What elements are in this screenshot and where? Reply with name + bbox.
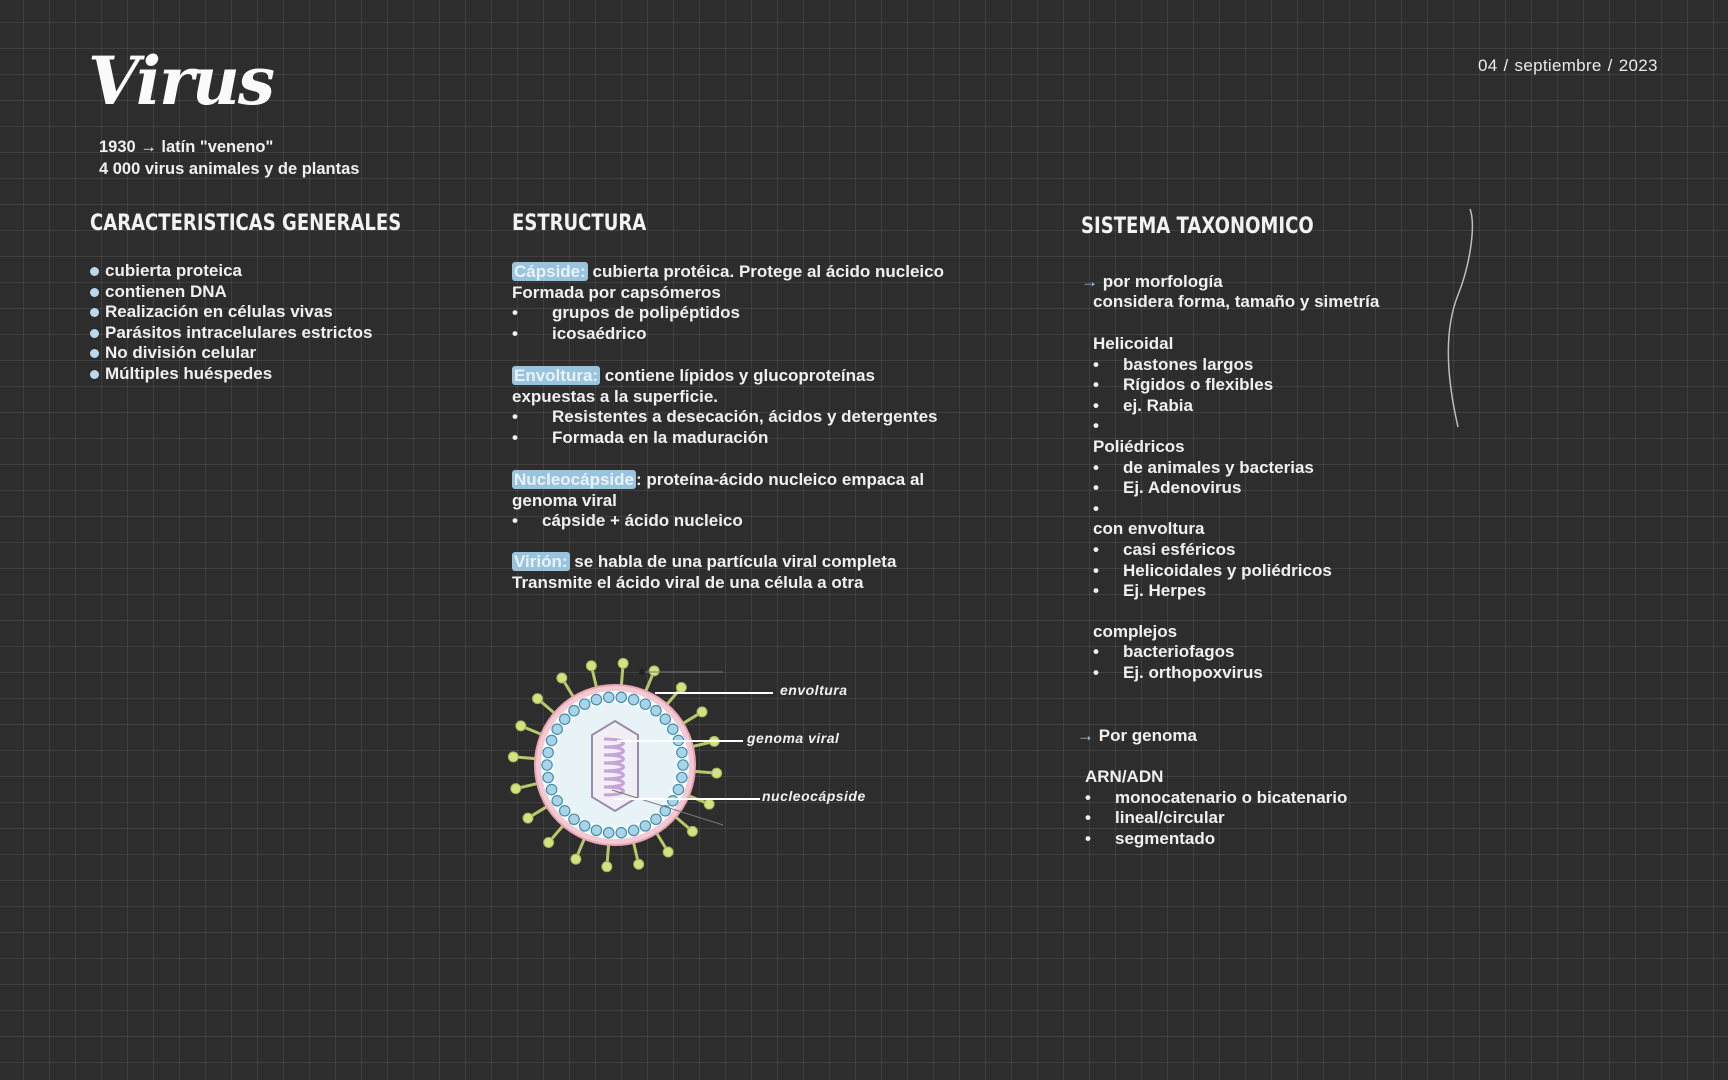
date: 04 / septiembre / 2023 <box>1478 56 1658 75</box>
list-item: • <box>1093 416 1099 436</box>
group-title: complejos <box>1093 621 1178 641</box>
matrix-bead <box>677 747 687 757</box>
spike-head <box>712 768 722 778</box>
spike-head <box>697 707 707 717</box>
virion-term: Virión: <box>514 552 568 571</box>
intro-note-2: 4 000 virus animales y de plantas <box>99 160 360 178</box>
matrix-bead <box>616 828 626 838</box>
matrix-bead <box>579 699 589 709</box>
label-genoma: genoma viral <box>747 730 840 746</box>
spike-head <box>704 799 714 809</box>
list-item: • Resistentes a desecación, ácidos y detergentes <box>512 407 938 427</box>
label-nucleocapside: nucleocápside <box>762 788 866 804</box>
matrix-bead <box>616 692 626 702</box>
spike <box>683 714 698 723</box>
genoma-title: → Por genoma <box>1077 726 1197 745</box>
brace-stroke <box>1440 205 1480 435</box>
morfologia-title: → por morfología <box>1081 272 1223 291</box>
virion-text: se habla de una partícula viral completa <box>569 552 897 571</box>
list-item: • grupos de polipéptidos <box>512 303 740 323</box>
spike-head <box>508 752 518 762</box>
envoltura-block <box>512 366 938 448</box>
matrix-bead <box>640 699 650 709</box>
matrix-bead <box>628 694 638 704</box>
list-item: • Formada en la maduración <box>512 427 769 447</box>
spike <box>551 826 563 840</box>
spike <box>676 817 690 829</box>
spike-head <box>618 658 628 668</box>
virus-diagram <box>505 655 825 875</box>
list-item: • bastones largos <box>1093 354 1254 374</box>
matrix-bead <box>543 772 553 782</box>
nucleocapside-text: : proteína-ácido nucleico empaca al <box>636 470 925 489</box>
list-item: Realización en células vivas <box>90 302 372 323</box>
list-item: No división celular <box>90 343 372 364</box>
nucleocapside-block <box>512 470 924 532</box>
list-item: cubierta proteica <box>90 261 372 282</box>
list-item: • casi esféricos <box>1093 539 1236 559</box>
arrow-icon: → <box>1081 272 1098 291</box>
list-item: • Ej. Adenovirus <box>1093 478 1242 498</box>
spike-head <box>586 661 596 671</box>
group-complejos <box>1093 622 1332 684</box>
nucleocapside-line2: genoma viral <box>512 490 617 510</box>
spike <box>634 843 638 861</box>
matrix-bead <box>543 747 553 757</box>
list-item: Múltiples huéspedes <box>90 364 372 385</box>
matrix-bead <box>569 814 579 824</box>
estructura-heading: ESTRUCTURA <box>512 211 647 236</box>
matrix-bead <box>668 796 678 806</box>
list-item: • segmentado <box>1085 828 1216 848</box>
spike <box>695 771 713 772</box>
nucleocapside-term: Nucleocápside <box>514 470 634 489</box>
matrix-bead <box>660 714 670 724</box>
envoltura-term: Envoltura: <box>514 366 599 385</box>
matrix-bead <box>542 760 552 770</box>
spike <box>693 742 711 746</box>
virion-block <box>512 552 896 593</box>
spike <box>517 757 535 758</box>
group-con-envoltura <box>1093 519 1332 601</box>
envoltura-line2: expuestas a la superficie. <box>512 386 718 406</box>
matrix-bead <box>546 735 556 745</box>
matrix-bead <box>668 724 678 734</box>
spike <box>564 681 573 696</box>
matrix-bead <box>546 784 556 794</box>
date-year: 2023 <box>1618 56 1658 75</box>
virion-line2: Transmite el ácido viral de una célula a otra <box>512 572 864 592</box>
list-item: • Rígidos o flexibles <box>1093 375 1274 395</box>
spike-head <box>634 859 644 869</box>
spike <box>541 701 555 713</box>
spike-head <box>649 666 659 676</box>
envoltura-text: contiene lípidos y glucoproteínas <box>600 366 875 385</box>
spike-head <box>557 673 567 683</box>
spike <box>607 845 608 863</box>
matrix-bead <box>604 692 614 702</box>
spike-head <box>544 837 554 847</box>
spike <box>621 667 622 685</box>
list-item: • Ej. orthopoxvirus <box>1093 662 1263 682</box>
date-month: septiembre <box>1514 56 1602 75</box>
caracteristicas-list <box>90 261 372 385</box>
matrix-bead <box>552 796 562 806</box>
spike-head <box>516 721 526 731</box>
spike <box>592 670 596 688</box>
list-item: • bacteriofagos <box>1093 642 1235 662</box>
matrix-bead <box>591 825 601 835</box>
list-item: • Ej. Herpes <box>1093 581 1207 601</box>
label-envoltura: envoltura <box>780 682 848 698</box>
spike-head <box>663 847 673 857</box>
matrix-bead <box>560 806 570 816</box>
page-title: Virus <box>88 42 274 120</box>
spike <box>531 807 546 816</box>
list-item: • icosaédrico <box>512 323 647 343</box>
spike-head <box>533 694 543 704</box>
caracteristicas-heading: CARACTERISTICAS GENERALES <box>90 211 402 236</box>
matrix-bead <box>591 694 601 704</box>
matrix-bead <box>560 714 570 724</box>
capside-term: Cápside: <box>514 262 586 281</box>
date-day: 04 <box>1478 56 1498 75</box>
genoma-block <box>1085 767 1347 849</box>
list-item: • de animales y bacterias <box>1093 457 1314 477</box>
list-item: • ej. Rabia <box>1093 395 1193 415</box>
list-item: contienen DNA <box>90 282 372 303</box>
matrix-bead <box>628 825 638 835</box>
matrix-bead <box>579 821 589 831</box>
spike-head <box>523 813 533 823</box>
matrix-bead <box>552 724 562 734</box>
spike <box>525 727 542 734</box>
spike-head <box>687 826 697 836</box>
group-poliedricos <box>1093 437 1332 519</box>
capside-block <box>512 262 944 344</box>
matrix-bead <box>678 760 688 770</box>
spike <box>520 784 538 788</box>
spike-head <box>602 862 612 872</box>
matrix-bead <box>569 706 579 716</box>
matrix-bead <box>677 772 687 782</box>
group-title: con envoltura <box>1093 519 1205 539</box>
taxonomia-heading: SISTEMA TAXONOMICO <box>1081 214 1314 239</box>
list-item: • cápside + ácido nucleico <box>512 511 743 531</box>
spike <box>657 833 666 848</box>
spike-head <box>571 854 581 864</box>
spike-head <box>511 784 521 794</box>
capside-text: cubierta protéica. Protege al ácido nucleico <box>587 262 944 281</box>
list-item: • monocatenario o bicatenario <box>1085 787 1348 807</box>
group-title: Poliédricos <box>1093 436 1185 456</box>
genoma-sub: ARN/ADN <box>1085 767 1164 786</box>
matrix-bead <box>640 821 650 831</box>
list-item: • lineal/circular <box>1085 808 1225 828</box>
group-helicoidal <box>1093 334 1332 437</box>
list-item: • Helicoidales y poliédricos <box>1093 560 1332 580</box>
matrix-bead <box>673 784 683 794</box>
matrix-bead <box>604 828 614 838</box>
matrix-bead <box>651 706 661 716</box>
arrow-icon: → <box>1077 726 1094 745</box>
morfologia-subtitle: considera forma, tamaño y simetría <box>1093 292 1380 311</box>
intro-note-1: 1930 → latín "veneno" <box>99 138 274 156</box>
list-item: Parásitos intracelulares estrictos <box>90 323 372 344</box>
matrix-bead <box>651 814 661 824</box>
spike-head <box>676 683 686 693</box>
spike <box>577 839 584 856</box>
capsid <box>592 721 638 811</box>
morfologia-groups <box>1093 334 1332 684</box>
pointer-dot <box>639 669 645 675</box>
list-item: • <box>1093 498 1099 518</box>
group-title: Helicoidal <box>1093 334 1174 353</box>
capside-line2: Formada por capsómeros <box>512 282 721 302</box>
spike <box>646 675 653 692</box>
